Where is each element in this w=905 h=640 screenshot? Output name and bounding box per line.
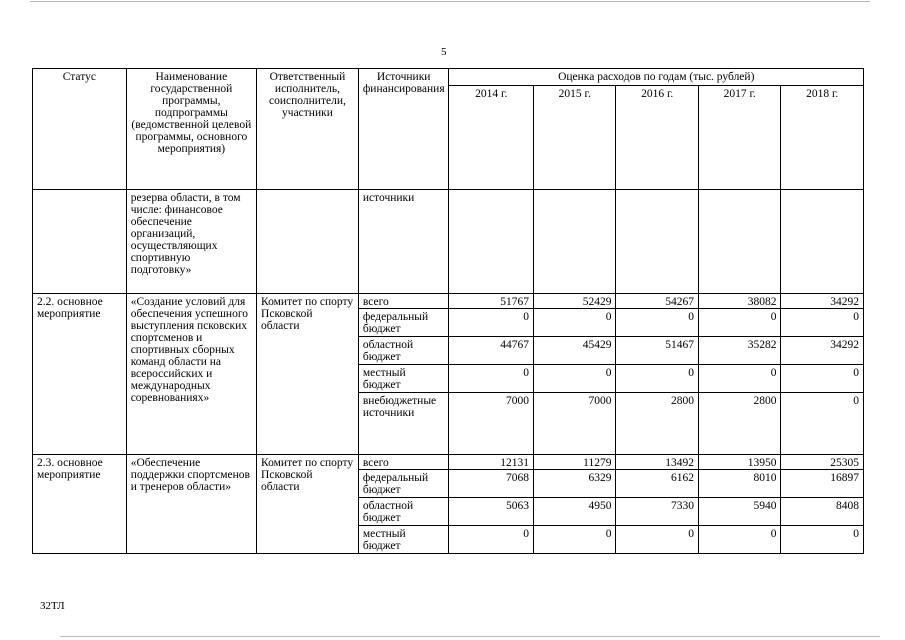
- value-cell: 0: [534, 309, 616, 337]
- value-cell: 0: [449, 309, 534, 337]
- header-sources: Источники финансирования: [358, 69, 449, 190]
- value-cell: 38082: [698, 294, 780, 309]
- value-cell: 7068: [449, 470, 534, 498]
- source-label: всего: [358, 455, 449, 470]
- top-scan-line: [30, 1, 870, 2]
- source-label: областной бюджет: [358, 498, 449, 526]
- value-cell: 0: [781, 365, 864, 393]
- block-status: 2.2. основное мероприятие: [33, 294, 127, 455]
- value-cell: 0: [781, 309, 864, 337]
- table-row: [33, 455, 864, 470]
- value-cell: 34292: [781, 294, 864, 309]
- block-responsible: Комитет по спорту Псковской области: [257, 455, 359, 554]
- value-cell: 8408: [781, 498, 864, 526]
- value-cell: 0: [698, 309, 780, 337]
- empty-cell: [534, 190, 616, 294]
- value-cell: 16897: [781, 470, 864, 498]
- value-cell: 7000: [534, 393, 616, 455]
- header-name: Наименование государственной программы, подпрограммы (ведомственной целевой программы, основного мероприятия): [126, 69, 256, 190]
- source-label: федеральный бюджет: [358, 309, 449, 337]
- value-cell: 12131: [449, 455, 534, 470]
- value-cell: 34292: [781, 337, 864, 365]
- value-cell: 5063: [449, 498, 534, 526]
- value-cell: 0: [616, 309, 698, 337]
- value-cell: 54267: [616, 294, 698, 309]
- header-responsible: Ответственный исполнитель, соисполнители, участники: [257, 69, 359, 190]
- value-cell: 45429: [534, 337, 616, 365]
- value-cell: 2800: [616, 393, 698, 455]
- value-cell: 5940: [698, 498, 780, 526]
- source-label: всего: [358, 294, 449, 309]
- value-cell: 7330: [616, 498, 698, 526]
- empty-cell: [616, 190, 698, 294]
- header-year: 2016 г.: [616, 86, 698, 190]
- value-cell: 6162: [616, 470, 698, 498]
- value-cell: 0: [781, 526, 864, 554]
- value-cell: 51767: [449, 294, 534, 309]
- value-cell: 35282: [698, 337, 780, 365]
- continuation-status: [33, 190, 127, 294]
- value-cell: 8010: [698, 470, 780, 498]
- value-cell: 0: [616, 526, 698, 554]
- continuation-name: резерва области, в том числе: финансовое обеспечение организаций, осуществляющих спортивную подготовку»: [126, 190, 256, 294]
- value-cell: 13950: [698, 455, 780, 470]
- value-cell: 0: [534, 526, 616, 554]
- header-year: 2015 г.: [534, 86, 616, 190]
- source-label: местный бюджет: [358, 526, 449, 554]
- source-label: местный бюджет: [358, 365, 449, 393]
- value-cell: 0: [698, 526, 780, 554]
- source-label: внебюджетные источники: [358, 393, 449, 455]
- source-label: федеральный бюджет: [358, 470, 449, 498]
- value-cell: 0: [534, 365, 616, 393]
- block-responsible: Комитет по спорту Псковской области: [257, 294, 359, 455]
- header-status: Статус: [33, 69, 127, 190]
- budget-table: [32, 68, 864, 554]
- value-cell: 0: [449, 365, 534, 393]
- value-cell: 25305: [781, 455, 864, 470]
- value-cell: 13492: [616, 455, 698, 470]
- block-name: «Создание условий для обеспечения успешного выступления псковских спортсменов и спортивных сборных команд области на всероссийских и международных соревнованиях»: [126, 294, 256, 455]
- value-cell: 2800: [698, 393, 780, 455]
- empty-cell: [781, 190, 864, 294]
- value-cell: 44767: [449, 337, 534, 365]
- value-cell: 0: [781, 393, 864, 455]
- header-year: 2018 г.: [781, 86, 864, 190]
- source-label: областной бюджет: [358, 337, 449, 365]
- block-status: 2.3. основное мероприятие: [33, 455, 127, 554]
- page-number: 5: [441, 46, 447, 58]
- value-cell: 11279: [534, 455, 616, 470]
- value-cell: 0: [616, 365, 698, 393]
- footer-code: 32ТЛ: [40, 600, 65, 612]
- continuation-source: источники: [358, 190, 449, 294]
- continuation-row: [33, 190, 864, 294]
- value-cell: 0: [698, 365, 780, 393]
- block-name: «Обеспечение поддержки спортсменов и тренеров области»: [126, 455, 256, 554]
- value-cell: 4950: [534, 498, 616, 526]
- value-cell: 52429: [534, 294, 616, 309]
- header-row-1: [33, 69, 864, 86]
- value-cell: 51467: [616, 337, 698, 365]
- value-cell: 0: [449, 526, 534, 554]
- continuation-responsible: [257, 190, 359, 294]
- empty-cell: [698, 190, 780, 294]
- header-years-group: Оценка расходов по годам (тыс. рублей): [449, 69, 864, 86]
- value-cell: 6329: [534, 470, 616, 498]
- header-year: 2014 г.: [449, 86, 534, 190]
- value-cell: 7000: [449, 393, 534, 455]
- header-year: 2017 г.: [698, 86, 780, 190]
- bottom-scan-line: [60, 636, 880, 637]
- table-row: [33, 294, 864, 309]
- empty-cell: [449, 190, 534, 294]
